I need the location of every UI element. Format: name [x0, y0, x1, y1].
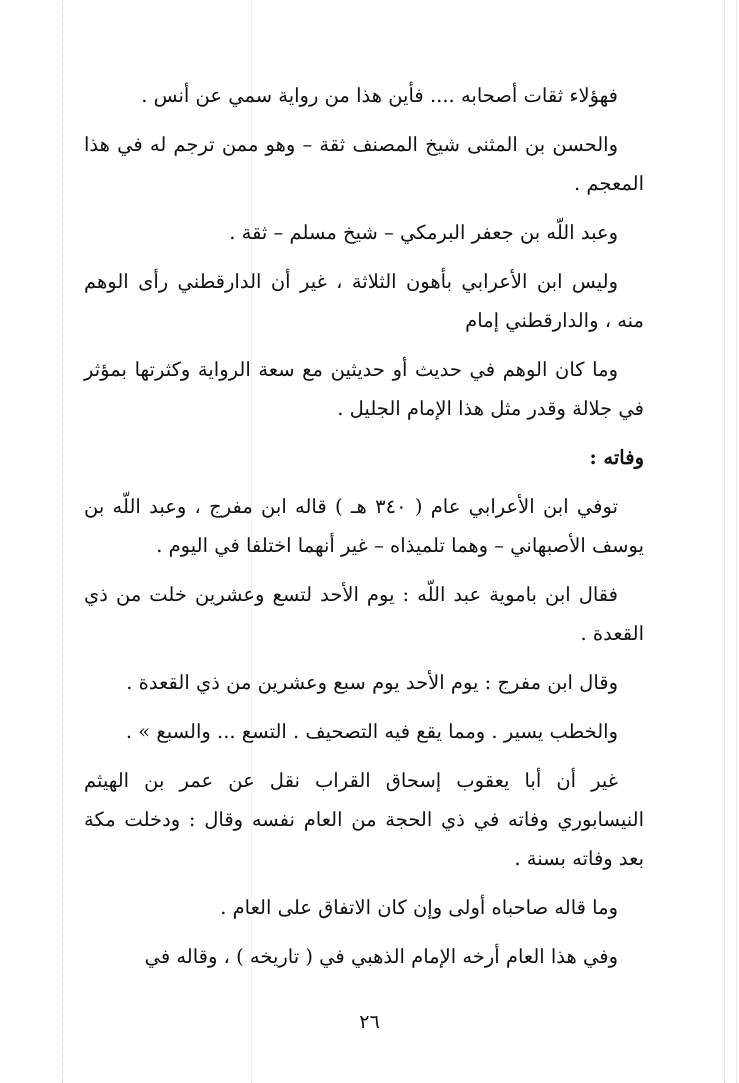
paragraph: غير أن أبا يعقوب إسحاق القراب نقل عن عمر بن الهيثم النيسابوري وفاته في ذي الحجة من العام نفسه وقال : ودخلت مكة بعد وفاته بسنة .	[84, 769, 644, 870]
paragraph: وليس ابن الأعرابي بأهون الثلاثة ، غير أن الدارقطني رأى الوهم منه ، والدارقطني إمام	[84, 270, 644, 332]
paragraph: وقال ابن مفرج : يوم الأحد يوم سبع وعشرين من ذي القعدة .	[126, 671, 618, 694]
paragraph: والخطب يسير . ومما يقع فيه التصحيف . التسع ... والسبع » .	[125, 720, 618, 743]
scan-margin-line	[736, 0, 737, 1083]
paragraph: وفي هذا العام أرخه الإمام الذهبي في ( تاريخه ) ، وقاله في	[144, 945, 618, 968]
paragraph: فهؤلاء ثقات أصحابه .... فأين هذا من رواية سمي عن أنس .	[141, 84, 618, 107]
paragraph: والحسن بن المثنى شيخ المصنف ثقة – وهو ممن ترجم له في هذا المعجم .	[84, 133, 644, 195]
paragraph: وما كان الوهم في حديث أو حديثين مع سعة الرواية وكثرتها بمؤثر في جلالة وقدر مثل هذا الإمام الجليل .	[84, 358, 644, 420]
paragraph: وما قاله صاحباه أولى وإن كان الاتفاق على العام .	[220, 896, 618, 919]
paragraph: وعبد اللّه بن جعفر البرمكي – شيخ مسلم – ثقة .	[229, 221, 618, 244]
body-text	[84, 76, 644, 986]
page-number: ٢٦	[359, 1011, 380, 1033]
scan-margin-line	[62, 0, 63, 1083]
scan-margin-line	[724, 0, 725, 1083]
paragraph: توفي ابن الأعرابي عام ( ٣٤٠ هـ ) قاله ابن مفرج ، وعبد اللّه بن يوسف الأصبهاني – وهما تلميذاه – غير أنهما اختلفا في اليوم .	[84, 495, 644, 557]
paragraph: فقال ابن باموية عبد اللّه : يوم الأحد لتسع وعشرين خلت من ذي القعدة .	[84, 583, 644, 645]
section-heading: وفاته :	[589, 446, 644, 469]
